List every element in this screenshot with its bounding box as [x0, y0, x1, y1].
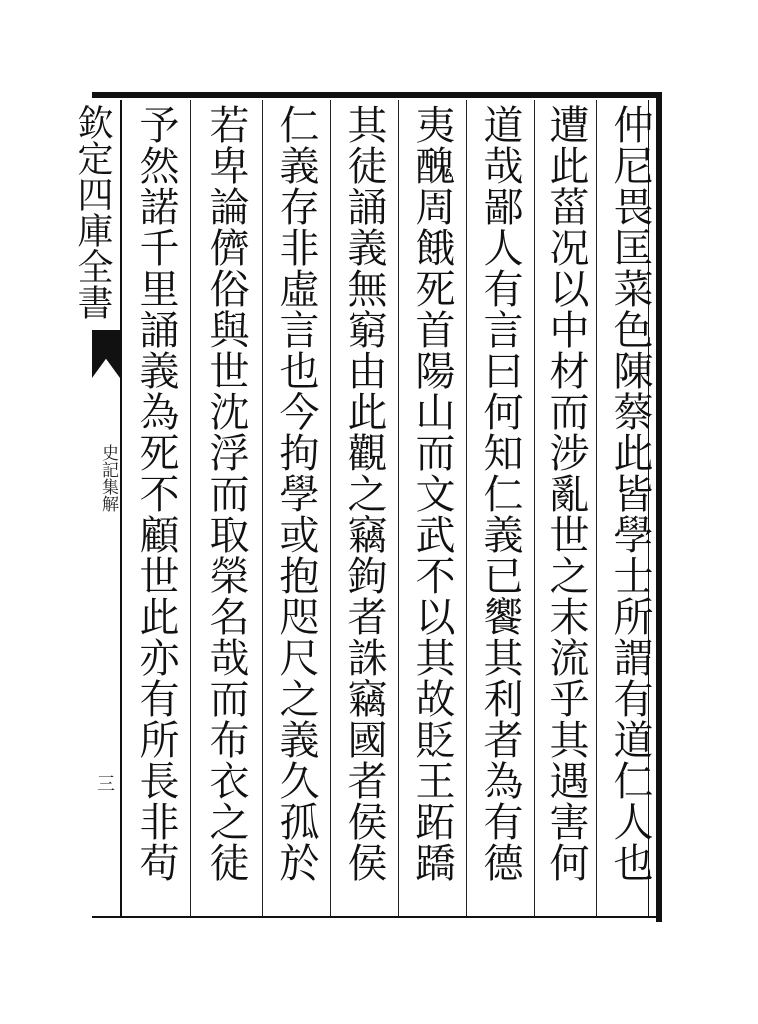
margin-title: 欽定四庫全書 [72, 104, 113, 320]
column-rule [466, 100, 467, 916]
text-column-1: 仲尼畏匡菜色陳蔡此皆學士所謂有道仁人也 [607, 104, 653, 883]
text-column-6: 仁義存非虛言也今拘學或抱咫尺之義久孤於 [273, 104, 319, 883]
margin-page-number: 三 [97, 774, 115, 795]
column-rule [330, 100, 331, 916]
margin-subtitle: 史記集解 [98, 444, 118, 512]
text-column-7: 若卑論儕俗與世沈浮而取榮名哉而布衣之徒 [203, 104, 249, 883]
frame-top-border [92, 92, 662, 98]
column-rule [262, 100, 263, 916]
column-rule [534, 100, 535, 916]
text-column-5: 其徒誦義無窮由此觀之竊鉤者誅竊國者侯侯 [341, 104, 387, 883]
column-rule [398, 100, 399, 916]
column-rule [190, 100, 191, 916]
text-column-4: 夷醜周餓死首陽山而文武不以其故貶王跖蹻 [409, 104, 455, 883]
text-column-8: 予然諾千里誦義為死不顧世此亦有所長非苟 [133, 104, 179, 883]
frame-right-border [656, 92, 662, 922]
frame-bottom-border [92, 916, 662, 918]
text-column-3: 道哉鄙人有言曰何知仁義已饗其利者為有德 [477, 104, 523, 883]
column-rule [596, 100, 597, 916]
text-column-2: 遭此菑况以中材而涉亂世之末流乎其遇害何 [543, 104, 589, 883]
